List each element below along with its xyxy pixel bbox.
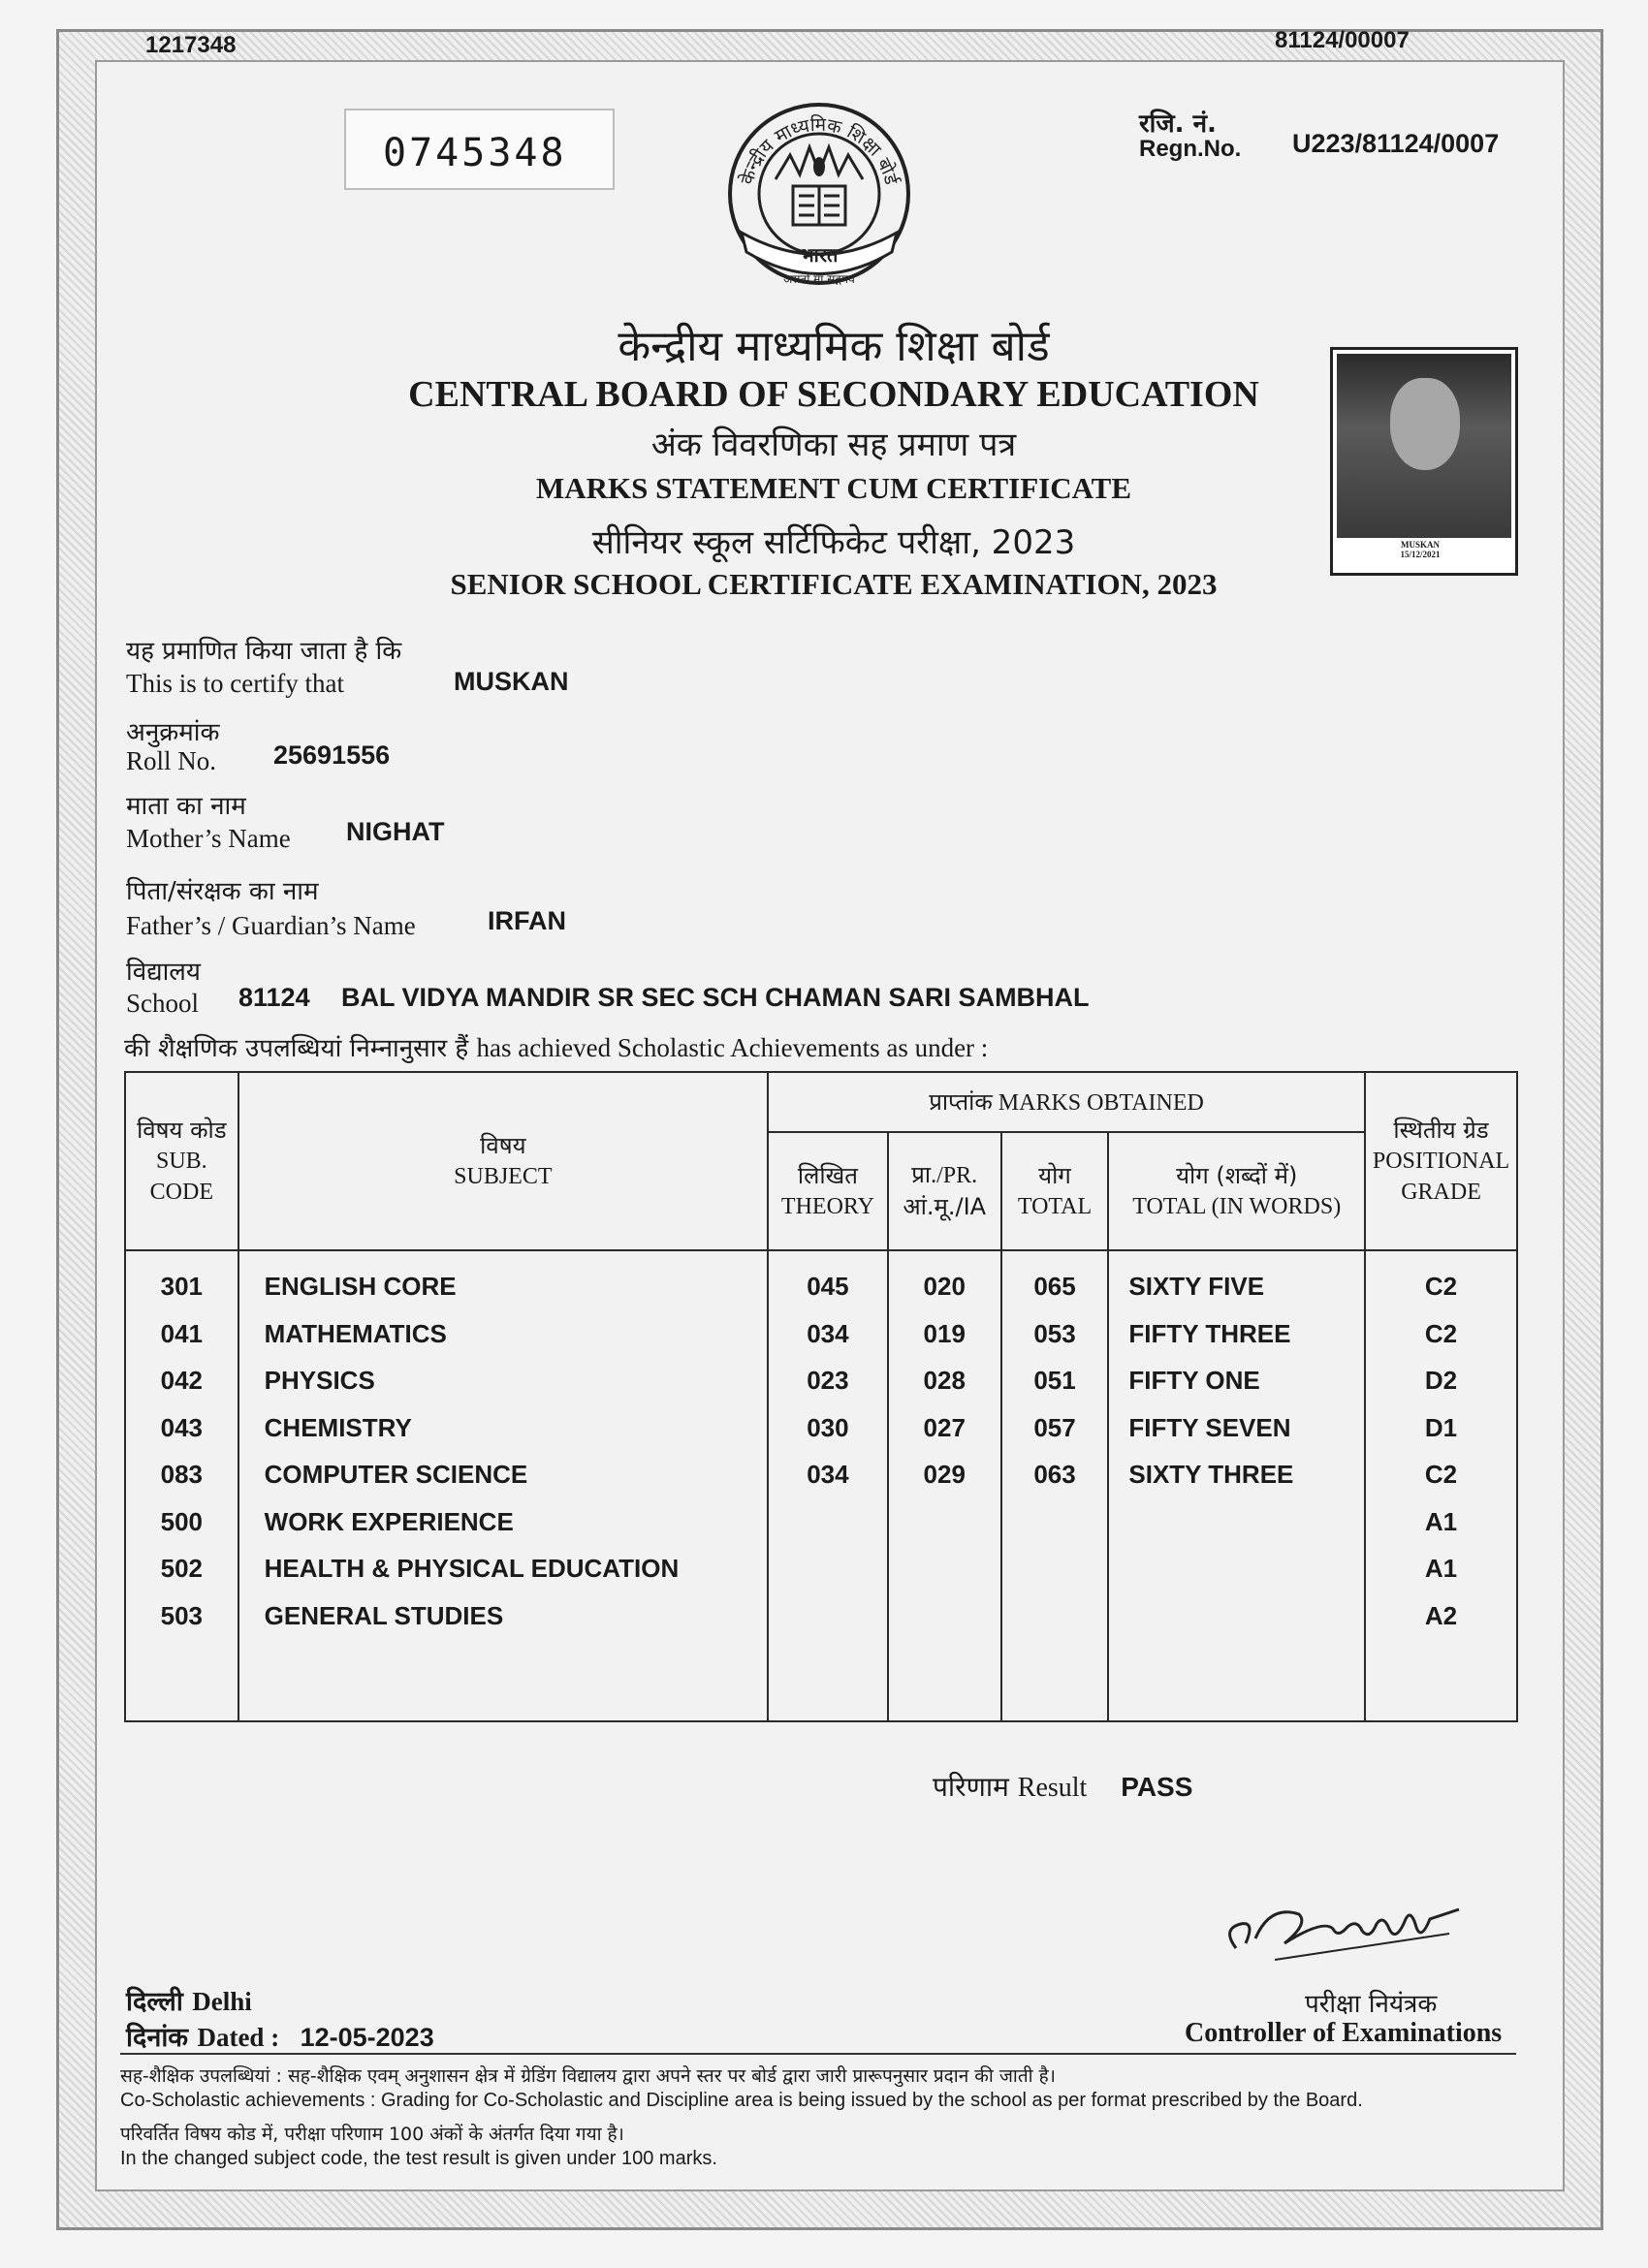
grade-column: [1365, 1250, 1517, 1721]
theory-marks: [769, 1545, 887, 1592]
pr-header-1: प्रा./PR.: [911, 1163, 978, 1188]
theory-marks: [769, 1498, 887, 1546]
result-label: Result: [1017, 1773, 1088, 1803]
positional-grade: A1: [1424, 1506, 1458, 1536]
controller-title: Controller of Examinations: [1185, 2018, 1503, 2048]
code-header-hindi: विषय कोड: [137, 1117, 227, 1144]
doc-title-hindi: अंक विवरणिका सह प्रमाण पत्र: [650, 425, 1017, 464]
school-code: 81124: [238, 983, 310, 1012]
place: [126, 1982, 252, 2018]
theory-marks: 045: [807, 1272, 849, 1301]
footnote-co: Co-Scholastic achievements : Grading for Co-Scholastic and Discipline area is being issued by the school as per format prescribed by the Board.: [120, 2090, 1363, 2111]
roll-number: 25691556: [273, 740, 391, 770]
theory-marks: 023: [807, 1366, 849, 1395]
theory-header-hindi: लिखित: [797, 1162, 858, 1189]
school-name: BAL VIDYA MANDIR SR SEC SCH CHAMAN SARI SAMBHAL: [341, 983, 1090, 1012]
footnote-changed: In the changed subject code, the test result is given under 100 marks.: [120, 2148, 717, 2169]
subject-name: COMPUTER SCIENCE: [264, 1460, 528, 1489]
photo-image: [1337, 354, 1511, 538]
col-header-subject: [238, 1072, 768, 1250]
positional-grade: C2: [1424, 1272, 1458, 1301]
photo-date: 15/12/2021: [1400, 550, 1441, 559]
practical-marks: [889, 1545, 1000, 1592]
total-marks: 051: [1033, 1366, 1076, 1395]
col-header-marks: [768, 1072, 1365, 1132]
practical-marks: 027: [923, 1412, 966, 1442]
col-header-code: [125, 1072, 238, 1250]
total-marks: 065: [1033, 1272, 1076, 1301]
words-column: [1108, 1250, 1365, 1721]
regn-label: Regn.No.: [1139, 136, 1242, 162]
dated: [126, 2018, 434, 2054]
practical-marks: 029: [923, 1460, 966, 1489]
theory-marks: [769, 1592, 887, 1640]
pr-header-2: आं.मू./IA: [903, 1193, 987, 1220]
subject-code: 502: [160, 1554, 204, 1583]
doc-title: MARKS STATEMENT CUM CERTIFICATE: [535, 471, 1132, 505]
achieved-text: has achieved Scholastic Achievements as under :: [476, 1033, 989, 1062]
theory-marks: 034: [807, 1318, 849, 1348]
board-title: CENTRAL BOARD OF SECONDARY EDUCATION: [408, 374, 1259, 415]
cbse-emblem-icon: [717, 97, 921, 300]
practical-marks: 020: [923, 1272, 966, 1301]
words-header: TOTAL (IN WORDS): [1132, 1194, 1342, 1219]
board-title-hindi: केन्द्रीय माध्यमिक शिक्षा बोर्ड: [618, 322, 1050, 371]
total-in-words: SIXTY THREE: [1128, 1460, 1294, 1489]
student-photo: [1330, 347, 1518, 576]
code-header-1: SUB.: [155, 1149, 207, 1174]
emblem-motto: असतो मा सद्गमय: [783, 272, 855, 286]
practical-marks: 028: [923, 1366, 966, 1395]
subject-code: 041: [160, 1318, 204, 1348]
total-in-words: FIFTY THREE: [1128, 1318, 1291, 1348]
top-left-number: 1217348: [145, 32, 237, 58]
emblem-ring-text: केन्द्रीय माध्यमिक शिक्षा बोर्ड: [736, 113, 903, 187]
theory-marks: 034: [807, 1460, 849, 1489]
footer-divider: [120, 2053, 1516, 2055]
practical-column: [888, 1250, 1001, 1721]
subject-name: MATHEMATICS: [264, 1318, 447, 1348]
subject-name: GENERAL STUDIES: [264, 1600, 504, 1630]
total-marks: 063: [1033, 1460, 1076, 1489]
roll-label: Roll No.: [126, 746, 217, 775]
practical-marks: [889, 1498, 1000, 1546]
total-marks: 057: [1033, 1412, 1076, 1442]
subject-code: 043: [160, 1412, 204, 1442]
roll-label-hindi: अनुक्रमांक: [126, 718, 220, 747]
positional-grade: D2: [1424, 1366, 1458, 1395]
practical-marks: [889, 1592, 1000, 1640]
result-value: PASS: [1121, 1772, 1193, 1802]
subject-code: 083: [160, 1460, 204, 1489]
total-in-words: [1109, 1545, 1364, 1592]
photo-name: MUSKAN: [1401, 540, 1440, 550]
total-header-hindi: योग: [1038, 1162, 1071, 1189]
exam-title: SENIOR SCHOOL CERTIFICATE EXAMINATION, 2023: [450, 567, 1218, 601]
subject-column: [238, 1250, 768, 1721]
positional-grade: A2: [1424, 1600, 1458, 1630]
mother-label: Mother’s Name: [126, 824, 291, 853]
grade-header-hindi: स्थितीय ग्रेड: [1393, 1117, 1489, 1144]
place-english: Delhi: [192, 1987, 252, 2016]
marks-table: [124, 1071, 1518, 1722]
theory-header: THEORY: [780, 1194, 874, 1219]
achievement-line: [124, 1029, 988, 1064]
subject-code: 503: [160, 1600, 204, 1630]
subject-name: PHYSICS: [264, 1366, 375, 1395]
student-name: MUSKAN: [454, 667, 569, 696]
subject-name: CHEMISTRY: [264, 1412, 412, 1442]
father-name: IRFAN: [488, 906, 566, 935]
col-header-grade: [1365, 1072, 1517, 1250]
marks-header-hindi: प्राप्तांक: [929, 1087, 993, 1116]
practical-marks: 019: [923, 1318, 966, 1348]
theory-column: [768, 1250, 888, 1721]
dated-value: 12-05-2023: [300, 2023, 434, 2052]
subject-code: 301: [160, 1272, 204, 1301]
certify-label: This is to certify that: [126, 669, 344, 698]
positional-grade: A1: [1424, 1554, 1458, 1583]
total-marks: [1002, 1545, 1108, 1592]
grade-header-1: POSITIONAL: [1372, 1149, 1510, 1174]
subject-name: ENGLISH CORE: [264, 1272, 457, 1301]
positional-grade: C2: [1424, 1318, 1458, 1348]
subject-name: WORK EXPERIENCE: [264, 1506, 514, 1536]
total-in-words: FIFTY SEVEN: [1128, 1412, 1291, 1442]
dated-label: Dated :: [197, 2023, 280, 2052]
grade-header-2: GRADE: [1401, 1180, 1481, 1205]
regn-label-hindi: रजि. नं.: [1139, 110, 1217, 139]
serial-number: 0745348: [383, 131, 567, 175]
subject-code: 500: [160, 1506, 204, 1536]
father-label-hindi: पिता/संरक्षक का नाम: [126, 877, 319, 906]
col-header-words: [1108, 1132, 1365, 1250]
subject-header: SUBJECT: [454, 1164, 553, 1189]
theory-marks: 030: [807, 1412, 849, 1442]
result-line: [933, 1768, 1192, 1805]
school-label: School: [126, 989, 200, 1018]
controller-signature: [1217, 1890, 1478, 1977]
emblem-bharat: भारत: [800, 243, 839, 267]
result-label-hindi: परिणाम: [933, 1771, 1009, 1803]
col-header-total: [1001, 1132, 1109, 1250]
code-header-2: CODE: [149, 1180, 213, 1205]
controller-hindi: परीक्षा नियंत्रक: [1305, 1990, 1438, 2019]
footnote-changed-hindi: परिवर्तित विषय कोड में, परीक्षा परिणाम 100 अंकों के अंतर्गत दिया गया है।: [120, 2124, 624, 2145]
regn-value: U223/81124/0007: [1292, 129, 1500, 158]
achieved-hindi: की शैक्षणिक उपलब्धियां निम्नानुसार हैं: [124, 1034, 469, 1063]
top-right-number: 81124/00007: [1275, 27, 1410, 53]
subject-name: HEALTH & PHYSICAL EDUCATION: [264, 1554, 680, 1583]
total-column: [1001, 1250, 1109, 1721]
code-column: [125, 1250, 238, 1721]
total-in-words: [1109, 1592, 1364, 1640]
words-header-hindi: योग (शब्दों में): [1176, 1162, 1298, 1189]
total-marks: [1002, 1498, 1108, 1546]
certify-hindi: यह प्रमाणित किया जाता है कि: [126, 637, 402, 666]
photo-caption: [1333, 540, 1507, 559]
subject-header-hindi: विषय: [480, 1132, 526, 1159]
exam-title-hindi: सीनियर स्कूल सर्टिफिकेट परीक्षा, 2023: [591, 523, 1076, 562]
positional-grade: D1: [1424, 1412, 1458, 1442]
positional-grade: C2: [1424, 1460, 1458, 1489]
col-header-theory: [768, 1132, 888, 1250]
school-label-hindi: विद्यालय: [126, 958, 202, 987]
total-in-words: [1109, 1498, 1364, 1546]
dated-label-hindi: दिनांक: [126, 2023, 189, 2053]
mother-label-hindi: माता का नाम: [126, 792, 246, 821]
total-in-words: FIFTY ONE: [1128, 1366, 1260, 1395]
total-in-words: SIXTY FIVE: [1128, 1272, 1265, 1301]
father-label: Father’s / Guardian’s Name: [126, 911, 416, 940]
place-hindi: दिल्ली: [126, 1987, 183, 2017]
footnote-co-hindi: सह-शैक्षिक उपलब्धियां : सह-शैक्षिक एवम् अनुशासन क्षेत्र में ग्रेडिंग विद्यालय द्वारा अपने स्तर पर बोर्ड द्वारा जारी प्रारूपनुसार प्रदान की जाती है।: [120, 2065, 1056, 2087]
marks-header: MARKS OBTAINED: [998, 1089, 1204, 1116]
col-header-practical: [888, 1132, 1001, 1250]
total-header: TOTAL: [1017, 1194, 1093, 1219]
total-marks: 053: [1033, 1318, 1076, 1348]
total-marks: [1002, 1592, 1108, 1640]
mother-name: NIGHAT: [346, 817, 445, 846]
subject-code: 042: [160, 1366, 204, 1395]
